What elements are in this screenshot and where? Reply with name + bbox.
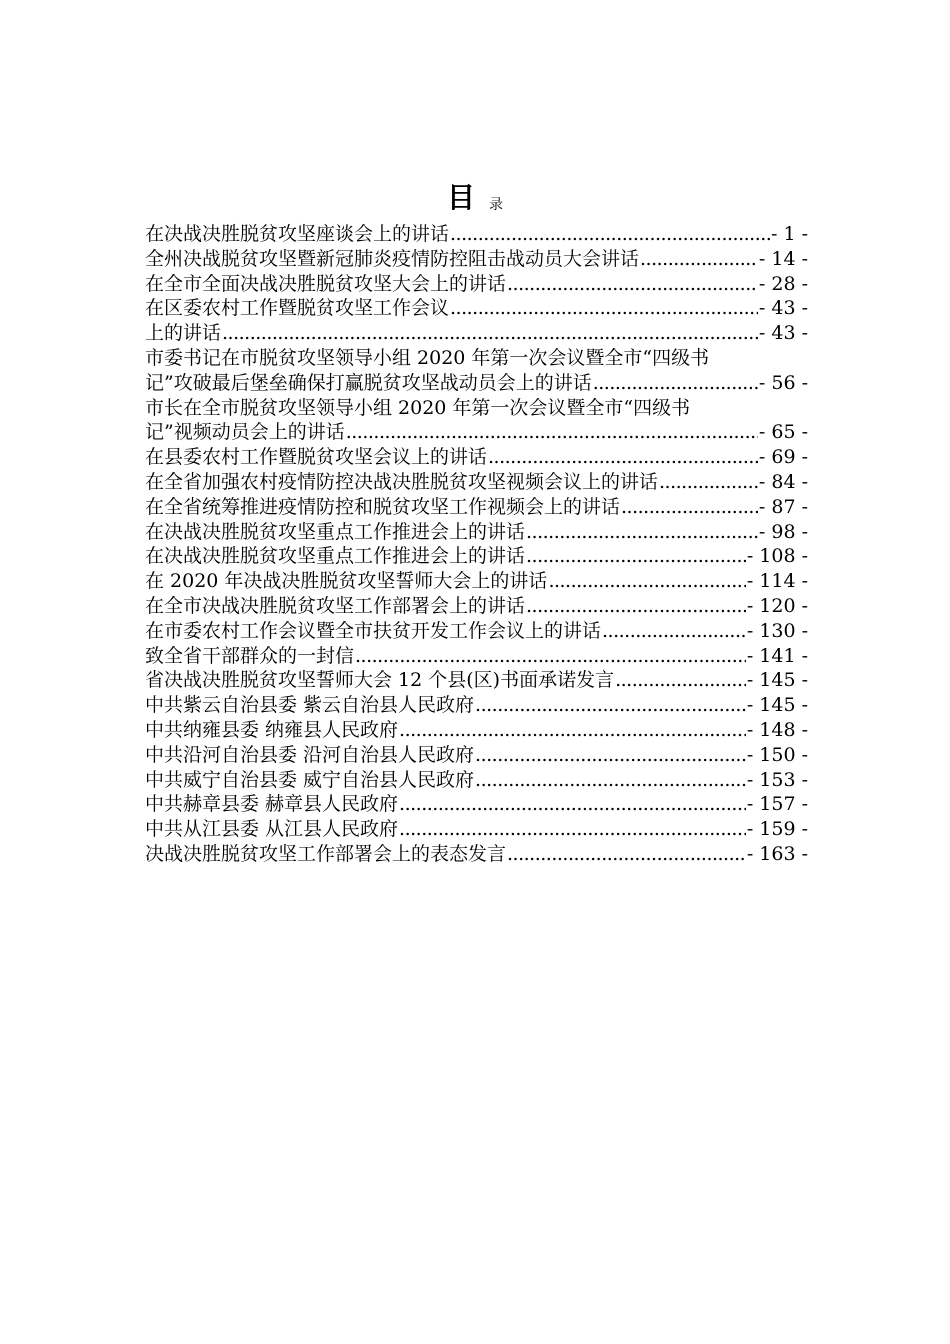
- toc-entry-row: [145, 743, 808, 768]
- toc-entry-row: [145, 470, 808, 495]
- toc-entry-title: 上的讲话: [145, 322, 222, 345]
- toc-entry-row: [145, 594, 808, 619]
- toc-page-number: - 98 -: [758, 520, 808, 543]
- toc-page-number: - 65 -: [758, 421, 808, 444]
- toc-entry[interactable]: [145, 296, 808, 321]
- toc-entry[interactable]: [145, 693, 808, 718]
- toc-dot-leader: [399, 718, 746, 743]
- toc-entry[interactable]: [145, 842, 808, 867]
- toc-title-main: 目: [446, 181, 475, 214]
- toc-page-number: - 153 -: [746, 768, 808, 791]
- toc-dot-leader: [602, 619, 746, 644]
- toc-dot-leader: [475, 743, 746, 768]
- toc-dot-leader: [659, 470, 758, 495]
- toc-page-number: - 130 -: [746, 619, 808, 642]
- toc-entry-row: [145, 768, 808, 793]
- toc-page-number: - 84 -: [758, 470, 808, 493]
- toc-entry-row: [145, 718, 808, 743]
- toc-dot-leader: [548, 569, 745, 594]
- toc-dot-leader: [399, 817, 746, 842]
- toc-entry[interactable]: [145, 743, 808, 768]
- toc-dot-leader: [222, 321, 758, 346]
- toc-entry-row: [145, 842, 808, 867]
- toc-entry-title: 全州决战脱贫攻坚暨新冠肺炎疫情防控阻击战动员大会讲话: [145, 247, 640, 270]
- toc-entry[interactable]: [145, 544, 808, 569]
- toc-entry-title: 中共紫云自治县委 紫云自治县人民政府: [145, 694, 475, 717]
- toc-dot-leader: [399, 792, 746, 817]
- toc-page-number: - 114 -: [746, 570, 808, 593]
- toc-dot-leader: [507, 272, 758, 297]
- toc-entry-title: 记”攻破最后堡垒确保打赢脱贫攻坚战动员会上的讲话: [145, 371, 592, 394]
- toc-dot-leader: [507, 842, 746, 867]
- toc-dot-leader: [526, 544, 746, 569]
- toc-dot-leader: [355, 644, 746, 669]
- toc-entry[interactable]: [145, 520, 808, 545]
- toc-dot-leader: [450, 222, 770, 247]
- toc-page-number: - 43 -: [758, 322, 808, 345]
- toc-entry-title: 在市委农村工作会议暨全市扶贫开发工作会议上的讲话: [145, 619, 602, 642]
- toc-page-number: - 150 -: [746, 743, 808, 766]
- toc-entry-row: [145, 693, 808, 718]
- toc-entry-row: [145, 321, 808, 346]
- toc-entry[interactable]: [145, 396, 808, 446]
- toc-page-number: - 141 -: [746, 644, 808, 667]
- toc-entry[interactable]: [145, 718, 808, 743]
- toc-entry-title: 在全省统筹推进疫情防控和脱贫攻坚工作视频会上的讲话: [145, 495, 621, 518]
- toc-entry-title: 在全省加强农村疫情防控决战决胜脱贫攻坚视频会议上的讲话: [145, 470, 659, 493]
- toc-entry-title: 在决战决胜脱贫攻坚座谈会上的讲话: [145, 223, 450, 245]
- toc-entry[interactable]: [145, 346, 808, 396]
- toc-entry[interactable]: [145, 644, 808, 669]
- toc-page-number: - 159 -: [746, 818, 808, 841]
- toc-entry[interactable]: [145, 272, 808, 297]
- toc-entry-row: [145, 222, 808, 247]
- toc-page-number: - 108 -: [746, 545, 808, 568]
- toc-entry-title: 决战决胜脱贫攻坚工作部署会上的表态发言: [145, 842, 507, 865]
- toc-entry-row: [145, 619, 808, 644]
- toc-page-number: - 43 -: [758, 297, 808, 320]
- toc-entry[interactable]: [145, 321, 808, 346]
- toc-entry-title: 在决战决胜脱贫攻坚重点工作推进会上的讲话: [145, 520, 526, 543]
- toc-entry-row: [145, 569, 808, 594]
- toc-entry-row: [145, 371, 808, 396]
- toc-page-number: - 157 -: [746, 793, 808, 816]
- toc-dot-leader: [488, 445, 758, 470]
- toc-entry-title: 中共赫章县委 赫章县人民政府: [145, 793, 399, 816]
- toc-dot-leader: [593, 371, 758, 396]
- toc-entry-title: 致全省干部群众的一封信: [145, 644, 355, 667]
- toc-entry-title: 在区委农村工作暨脱贫攻坚工作会议: [145, 297, 450, 320]
- toc-entry-title: 在全市决战决胜脱贫攻坚工作部署会上的讲话: [145, 594, 526, 617]
- toc-entry[interactable]: [145, 768, 808, 793]
- toc-entry-title: 在 2020 年决战决胜脱贫攻坚誓师大会上的讲话: [145, 570, 548, 593]
- toc-entry[interactable]: [145, 495, 808, 520]
- toc-dot-leader: [475, 768, 746, 793]
- toc-entry[interactable]: [145, 619, 808, 644]
- toc-entry-row: [145, 272, 808, 297]
- toc-entry-row: [145, 296, 808, 321]
- toc-page-number: - 28 -: [758, 272, 808, 295]
- toc-page-number: - 56 -: [758, 371, 808, 394]
- toc-entry-row: [145, 644, 808, 669]
- toc-entry-title: 在全市全面决战决胜脱贫攻坚大会上的讲话: [145, 272, 507, 295]
- toc-entry[interactable]: [145, 445, 808, 470]
- toc-title-sub: 录: [489, 197, 503, 213]
- toc-entry-title: 在县委农村工作暨脱贫攻坚会议上的讲话: [145, 446, 488, 469]
- toc-dot-leader: [615, 668, 746, 693]
- toc-entry[interactable]: [145, 569, 808, 594]
- toc-entry-title: 中共威宁自治县委 威宁自治县人民政府: [145, 768, 475, 791]
- toc-page-number: - 120 -: [746, 594, 808, 617]
- toc-dot-leader: [450, 296, 758, 321]
- toc-entry-title: 省决战决胜脱贫攻坚誓师大会 12 个县(区)书面承诺发言: [145, 669, 615, 692]
- toc-entry-title: 在决战决胜脱贫攻坚重点工作推进会上的讲话: [145, 545, 526, 568]
- toc-page-number: - 87 -: [758, 495, 808, 518]
- toc-entry-title: 中共纳雍县委 纳雍县人民政府: [145, 718, 399, 741]
- toc-entry-row: [145, 668, 808, 693]
- toc-entry[interactable]: [145, 668, 808, 693]
- toc-page-number: - 14 -: [758, 247, 808, 270]
- toc-entry-title: 中共沿河自治县委 沿河自治县人民政府: [145, 743, 475, 766]
- toc-dot-leader: [621, 495, 758, 520]
- toc-entry[interactable]: [145, 817, 808, 842]
- toc-entry-row: [145, 817, 808, 842]
- toc-page-number: - 69 -: [758, 446, 808, 469]
- toc-entry[interactable]: [145, 222, 808, 247]
- toc-entry-row: [145, 495, 808, 520]
- toc-entry-row: [145, 445, 808, 470]
- toc-dot-leader: [640, 247, 758, 272]
- toc-page-number: - 145 -: [746, 694, 808, 717]
- toc-entry-row: [145, 420, 808, 445]
- toc-entry-title: 中共从江县委 从江县人民政府: [145, 818, 399, 841]
- toc-entry[interactable]: [145, 247, 808, 272]
- table-of-contents: [145, 222, 808, 867]
- toc-entry-row: [145, 792, 808, 817]
- toc-dot-leader: [526, 520, 758, 545]
- toc-title: [0, 178, 950, 223]
- toc-entry-row: [145, 247, 808, 272]
- toc-dot-leader: [526, 594, 746, 619]
- toc-entry-text-line: 市长在全市脱贫攻坚领导小组 2020 年第一次会议暨全市“四级书: [145, 396, 691, 419]
- toc-page-number: - 148 -: [746, 718, 808, 741]
- toc-dot-leader: [346, 420, 758, 445]
- toc-entry[interactable]: [145, 470, 808, 495]
- toc-entry-title: 记”视频动员会上的讲话: [145, 421, 345, 444]
- toc-page-number: - 163 -: [746, 842, 808, 865]
- toc-page-number: - 1 -: [770, 223, 808, 245]
- toc-entry-row: [145, 544, 808, 569]
- toc-page-number: - 145 -: [746, 669, 808, 692]
- toc-entry[interactable]: [145, 594, 808, 619]
- toc-entry-text-line: 市委书记在市脱贫攻坚领导小组 2020 年第一次会议暨全市“四级书: [145, 346, 710, 369]
- toc-entry[interactable]: [145, 792, 808, 817]
- toc-entry-row: [145, 520, 808, 545]
- toc-dot-leader: [475, 693, 746, 718]
